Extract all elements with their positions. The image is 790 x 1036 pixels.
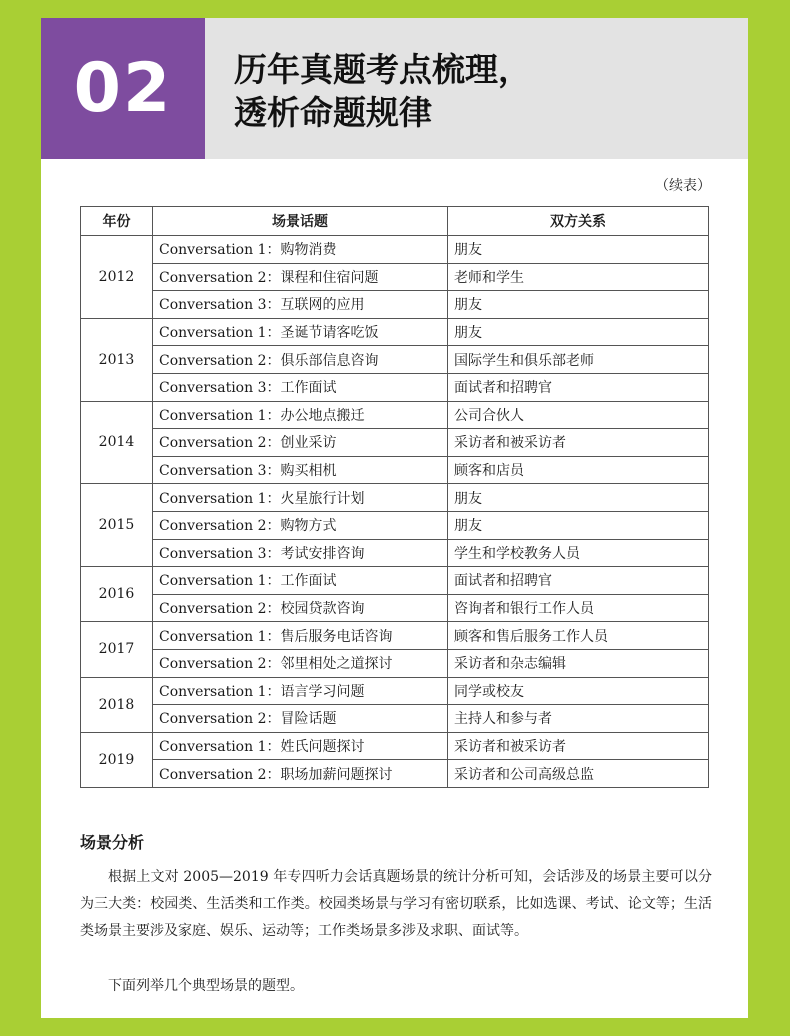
table-row (81, 484, 709, 512)
table-row (81, 429, 709, 457)
year-cell: 2019 (81, 732, 153, 787)
table-row (81, 594, 709, 622)
relation-cell: 主持人和参与者 (448, 705, 709, 733)
relation-cell: 国际学生和俱乐部老师 (448, 346, 709, 374)
topic-cell: Conversation 1：购物消费 (153, 236, 448, 264)
table-row (81, 539, 709, 567)
year-cell: 2017 (81, 622, 153, 677)
year-cell: 2016 (81, 567, 153, 622)
topic-cell: Conversation 2：创业采访 (153, 429, 448, 457)
table-row (81, 346, 709, 374)
topic-cell: Conversation 1：售后服务电话咨询 (153, 622, 448, 650)
topic-cell: Conversation 1：语言学习问题 (153, 677, 448, 705)
topic-cell: Conversation 2：课程和住宿问题 (153, 263, 448, 291)
topic-cell: Conversation 1：办公地点搬迁 (153, 401, 448, 429)
table-row (81, 318, 709, 346)
table-row (81, 373, 709, 401)
topic-cell: Conversation 2：邻里相处之道探讨 (153, 649, 448, 677)
relation-cell: 顾客和售后服务工作人员 (448, 622, 709, 650)
relation-cell: 咨询者和银行工作人员 (448, 594, 709, 622)
table-row (81, 732, 709, 760)
chapter-header (41, 18, 748, 159)
relation-cell: 面试者和招聘官 (448, 567, 709, 595)
scene-table (80, 206, 709, 788)
table-body (81, 236, 709, 788)
table-row (81, 705, 709, 733)
analysis-paragraph-1: 根据上文对 2005—2019 年专四听力会话真题场景的统计分析可知，会话涉及的场景主要可以分为三大类：校园类、生活类和工作类。校园类场景与学习有密切联系，比如选课、考试、论文等；生活类场景主要涉及家庭、娱乐、运动等；工作类场景多涉及求职、面试等。 (80, 869, 712, 939)
topic-cell: Conversation 2：冒险话题 (153, 705, 448, 733)
chapter-number: 02 (41, 18, 205, 159)
relation-cell: 采访者和公司高级总监 (448, 760, 709, 788)
relation-cell: 面试者和招聘官 (448, 373, 709, 401)
topic-cell: Conversation 2：俱乐部信息咨询 (153, 346, 448, 374)
topic-cell: Conversation 1：姓氏问题探讨 (153, 732, 448, 760)
relation-cell: 老师和学生 (448, 263, 709, 291)
relation-cell: 朋友 (448, 291, 709, 319)
topic-cell: Conversation 3：购买相机 (153, 456, 448, 484)
relation-cell: 朋友 (448, 484, 709, 512)
table-row (81, 456, 709, 484)
table-header-row (81, 207, 709, 236)
table-row (81, 236, 709, 264)
table-row (81, 511, 709, 539)
relation-cell: 采访者和被采访者 (448, 429, 709, 457)
chapter-title-line-2: 透析命题规律 (234, 93, 432, 132)
relation-cell: 学生和学校教务人员 (448, 539, 709, 567)
topic-cell: Conversation 3：工作面试 (153, 373, 448, 401)
continued-label: （续表） (655, 178, 711, 194)
topic-cell: Conversation 2：购物方式 (153, 511, 448, 539)
relation-cell: 同学或校友 (448, 677, 709, 705)
table-row (81, 291, 709, 319)
topic-cell: Conversation 1：火星旅行计划 (153, 484, 448, 512)
relation-cell: 采访者和被采访者 (448, 732, 709, 760)
table-row (81, 263, 709, 291)
year-cell: 2018 (81, 677, 153, 732)
year-cell: 2014 (81, 401, 153, 484)
table-row (81, 622, 709, 650)
page (41, 18, 748, 1018)
year-cell: 2015 (81, 484, 153, 567)
table-row (81, 567, 709, 595)
topic-cell: Conversation 2：校园贷款咨询 (153, 594, 448, 622)
table-row (81, 401, 709, 429)
header-relation: 双方关系 (448, 207, 709, 236)
table-row (81, 760, 709, 788)
chapter-title-line-1: 历年真题考点梳理， (234, 50, 531, 89)
topic-cell: Conversation 3：互联网的应用 (153, 291, 448, 319)
year-cell: 2012 (81, 236, 153, 319)
relation-cell: 顾客和店员 (448, 456, 709, 484)
relation-cell: 朋友 (448, 236, 709, 264)
relation-cell: 公司合伙人 (448, 401, 709, 429)
relation-cell: 朋友 (448, 318, 709, 346)
topic-cell: Conversation 2：职场加薪问题探讨 (153, 760, 448, 788)
chapter-title (234, 48, 531, 134)
relation-cell: 采访者和杂志编辑 (448, 649, 709, 677)
topic-cell: Conversation 1：圣诞节请客吃饭 (153, 318, 448, 346)
analysis-paragraph-2: 下面列举几个典型场景的题型。 (108, 978, 304, 994)
analysis-title: 场景分析 (80, 833, 145, 852)
table-row (81, 677, 709, 705)
topic-cell: Conversation 3：考试安排咨询 (153, 539, 448, 567)
relation-cell: 朋友 (448, 511, 709, 539)
table-row (81, 649, 709, 677)
header-year: 年份 (81, 207, 153, 236)
topic-cell: Conversation 1：工作面试 (153, 567, 448, 595)
header-topic: 场景话题 (153, 207, 448, 236)
year-cell: 2013 (81, 318, 153, 401)
